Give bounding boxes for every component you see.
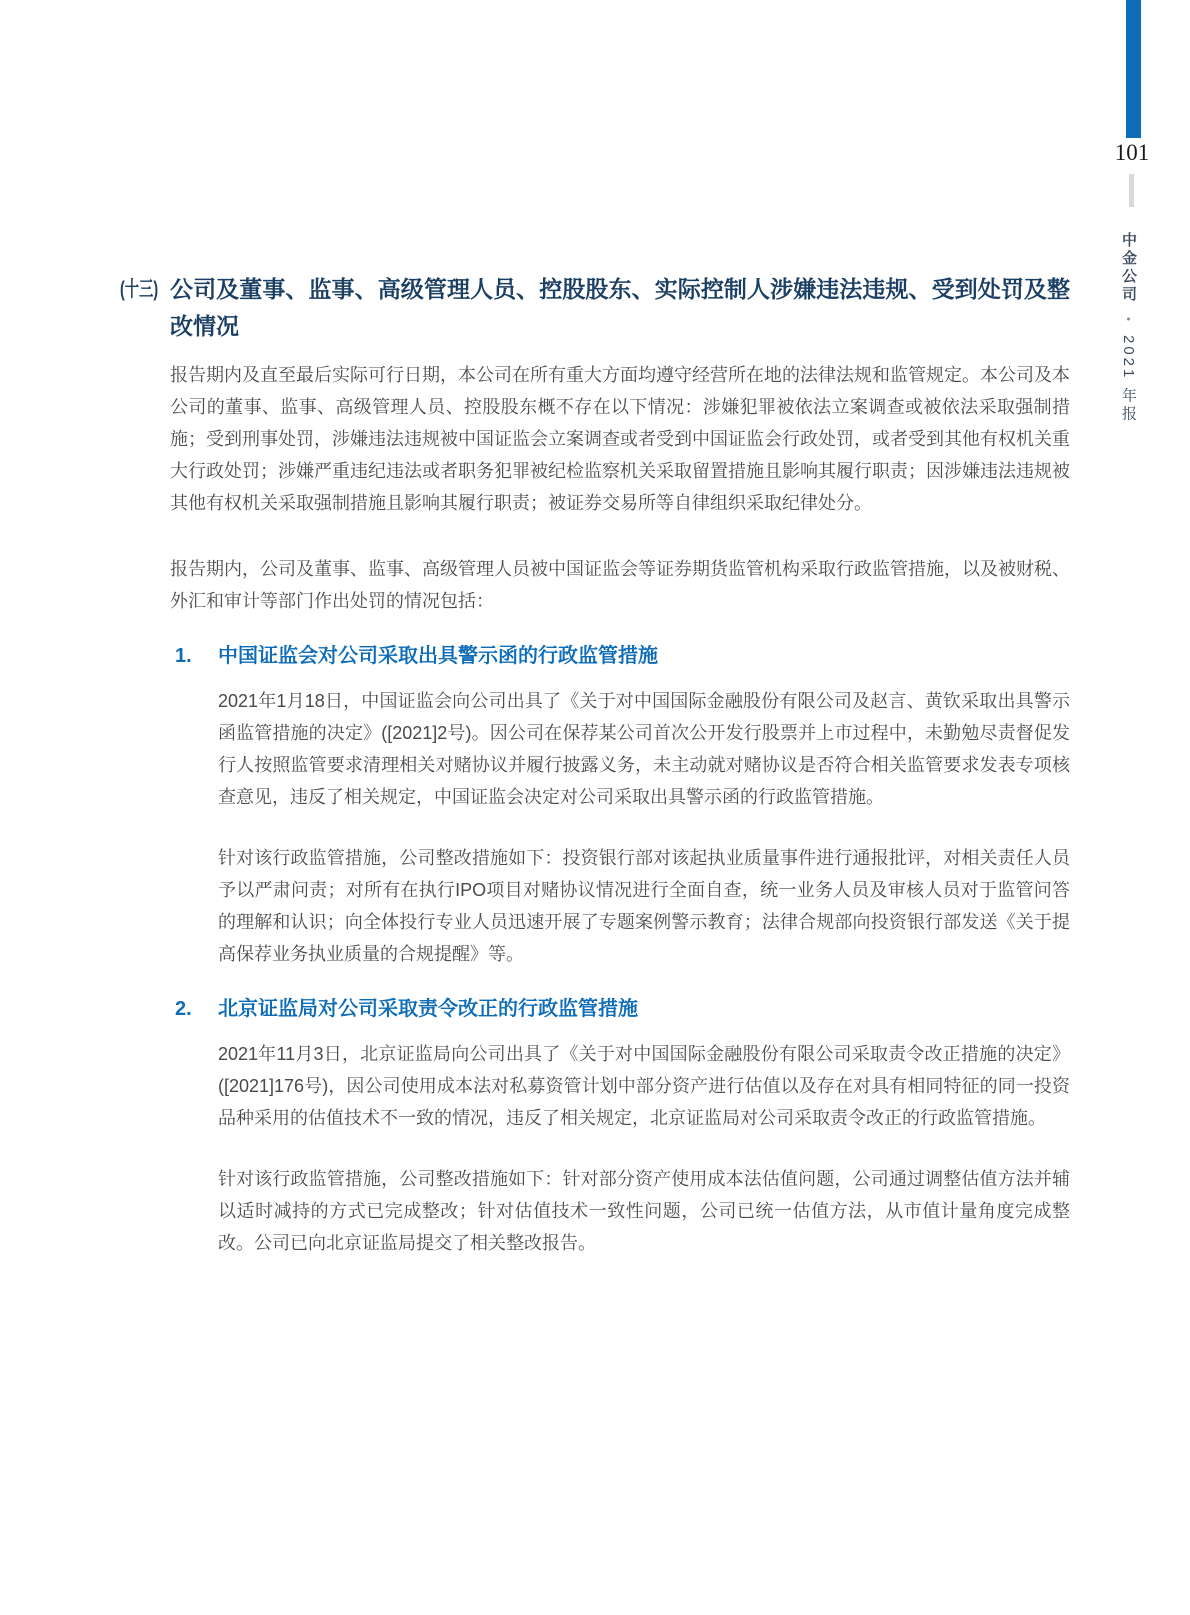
subsection-1-number: 1. — [175, 645, 192, 667]
subsection-2-body — [218, 1038, 1070, 1259]
subsection-1 — [175, 641, 1070, 970]
subsection-2-paragraph-1: 2021年11月3日，北京证监局向公司出具了《关于对中国国际金融股份有限公司采取责令改正措施的决定》([2021]176号)，因公司使用成本法对私募资管计划中部分资产进行估值以及存在对具有相同特征的同一投资品种采用的估值技术不一致的情况，违反了相关规定，北京证监局对公司采取责令改正的行政监管措施。 — [218, 1044, 1070, 1128]
subsection-2-number: 2. — [175, 998, 192, 1020]
subsection-2 — [175, 994, 1070, 1259]
subsection-2-paragraph-2: 针对该行政监管措施，公司整改措施如下：针对部分资产使用成本法估值问题，公司通过调整估值方法并辅以适时减持的方式已完成整改；针对估值技术一致性问题，公司已统一估值方法，从市值计量角度完成整改。公司已向北京证监局提交了相关整改报告。 — [218, 1169, 1070, 1253]
intro-paragraph-1: 报告期内及直至最后实际可行日期，本公司在所有重大方面均遵守经营所在地的法律法规和监管规定。本公司及本公司的董事、监事、高级管理人员、控股股东概不存在以下情况：涉嫌犯罪被依法立案调查或被依法采取强制措施；受到刑事处罚，涉嫌违法违规被中国证监会立案调查或者受到中国证监会行政处罚，或者受到其他有权机关重大行政处罚；涉嫌严重违纪违法或者职务犯罪被纪检监察机关采取留置措施且影响其履行职责；因涉嫌违法违规被其他有权机关采取强制措施且影响其履行职责；被证券交易所等自律组织采取纪律处分。 — [170, 365, 1070, 513]
side-caption-dot-icon: ● — [1125, 316, 1132, 323]
section-heading — [120, 271, 1070, 345]
subsection-2-title: 北京证监局对公司采取责令改正的行政监管措施 — [218, 998, 638, 1020]
subsection-1-body — [218, 685, 1070, 970]
subsection-2-heading — [175, 994, 1070, 1024]
section-content — [120, 271, 1070, 1259]
subsection-1-heading — [175, 641, 1070, 671]
subsection-1-paragraph-2: 针对该行政监管措施，公司整改措施如下：投资银行部对该起执业质量事件进行通报批评，对相关责任人员予以严肃问责；对所有在执行IPO项目对赌协议情况进行全面自查，统一业务人员及审核人员对于监管问答的理解和认识；向全体投行专业人员迅速开展了专题案例警示教育；法律合规部向投资银行部发送《关于提高保荐业务执业质量的合规提醒》等。 — [218, 848, 1070, 964]
page-edge-accent-bar — [1126, 0, 1141, 138]
subsection-1-paragraph-1: 2021年1月18日，中国证监会向公司出具了《关于对中国国际金融股份有限公司及赵言、黄钦采取出具警示函监管措施的决定》([2021]2号)。因公司在保荐某公司首次公开发行股票并上市过程中，未勤勉尽责督促发行人按照监管要求清理相关对赌协议并履行披露义务，未主动就对赌协议是否符合相关监管要求发表专项核查意见，违反了相关规定，中国证监会决定对公司采取出具警示函的行政监管措施。 — [218, 691, 1070, 807]
intro-paragraph-2: 报告期内，公司及董事、监事、高级管理人员被中国证监会等证券期货监管机构采取行政监管措施，以及被财税、外汇和审计等部门作出处罚的情况包括： — [170, 559, 1070, 611]
section-marker: (十三) — [120, 278, 159, 301]
section-title: 公司及董事、监事、高级管理人员、控股股东、实际控制人涉嫌违法违规、受到处罚及整改情况 — [170, 276, 1070, 339]
subsection-1-title: 中国证监会对公司采取出具警示函的行政监管措施 — [218, 645, 658, 667]
side-caption-report: 2021 年报 — [1120, 335, 1137, 424]
page-number-divider — [1129, 174, 1134, 207]
page-number: 101 — [1114, 140, 1150, 165]
side-caption-company: 中金公司 — [1120, 232, 1137, 304]
side-caption — [1115, 232, 1141, 424]
